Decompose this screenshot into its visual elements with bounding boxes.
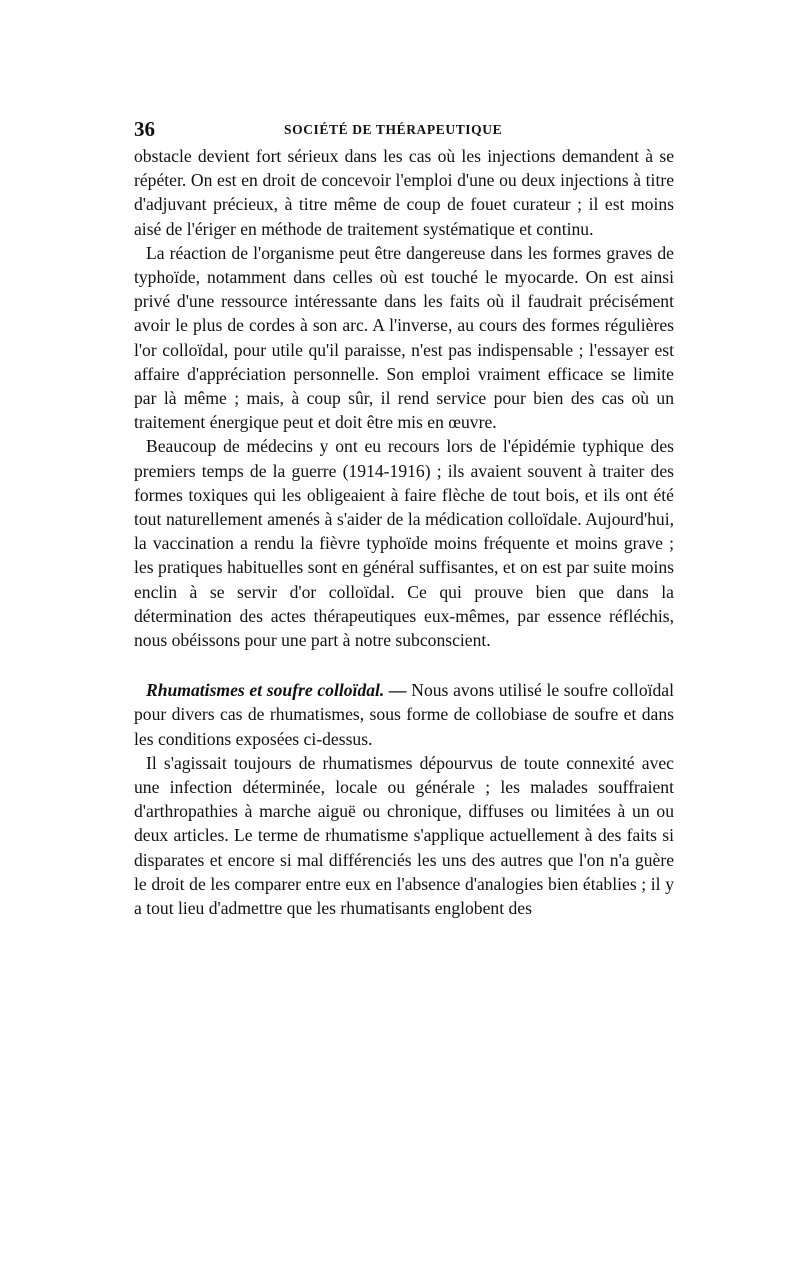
- paragraph-continued: obstacle devient fort sérieux dans les cas où les injections demandent à se répéter. On est en droit de concevoir l'emploi d'une ou deux injections à titre d'adjuvant précieux, à titre même de coup de fouet curateur ; il est moins aisé de l'ériger en méthode de traitement systématique et continu.: [134, 146, 674, 239]
- page-body: [134, 144, 674, 920]
- section-intro-paragraph: [134, 678, 674, 751]
- running-title: SOCIÉTÉ DE THÉRAPEUTIQUE: [284, 122, 503, 137]
- paragraph-typhoid-reaction: La réaction de l'organisme peut être dangereuse dans les formes graves de typhoïde, notamment dans celles où est touché le myocarde. On est ainsi privé d'une ressource intéressante dans les faits où il faudrait précisément avoir le plus de cordes à son arc. A l'inverse, au cours des formes régulières l'or colloïdal, pour utile qu'il paraisse, n'est pas indispensable ; l'essayer est affaire d'appréciation personnelle. Son emploi vraiment efficace se limite par là même ; mais, à coup sûr, il rend service pour bien des cas où un traitement énergique peut et doit être mis en œuvre.: [134, 242, 674, 433]
- paragraph-war-epidemic: Beaucoup de médecins y ont eu recours lors de l'épidémie typhique des premiers temps de la guerre (1914-1916) ; ils avaient souvent à traiter des formes toxiques qui les obligeaient à faire flèche de tout bois, et ils ont été tout naturellement amenés à s'aider de la médication colloïdale. Aujourd'hui, la vaccination a rendu la fièvre typhoïde moins fréquente et moins grave ; les pratiques habituelles sont en général suffisantes, et on est par suite moins enclin à se servir d'or colloïdal. Ce qui prouve bien que dans la détermination des actes thérapeutiques eux-mêmes, par essence réfléchis, nous obéissons pour une part à notre subconscient.: [134, 436, 674, 651]
- page-number: 36: [134, 117, 155, 141]
- paragraph-rheumatism: Il s'agissait toujours de rhumatismes dépourvus de toute connexité avec une infection déterminée, locale ou générale ; les malades souffraient d'arthropathies à marche aiguë ou chronique, diffuses ou limitées à un ou deux articles. Le terme de rhumatisme s'applique actuellement à des faits si disparates et encore si mal différenciés les uns des autres que l'on n'a guère le droit de les comparer entre eux en l'absence d'analogies bien établies ; il y a tout lieu d'admettre que les rhumatisants englobent des: [134, 752, 674, 919]
- page-header: [134, 118, 674, 140]
- section-intro-text: Nous avons utilisé le soufre colloïdal pour divers cas de rhumatismes, sous forme de collobiase de soufre et dans les conditions exposées ci-dessus.: [134, 680, 674, 749]
- section-heading: Rhumatismes et soufre colloïdal. —: [146, 680, 407, 701]
- section-gap: [134, 652, 674, 678]
